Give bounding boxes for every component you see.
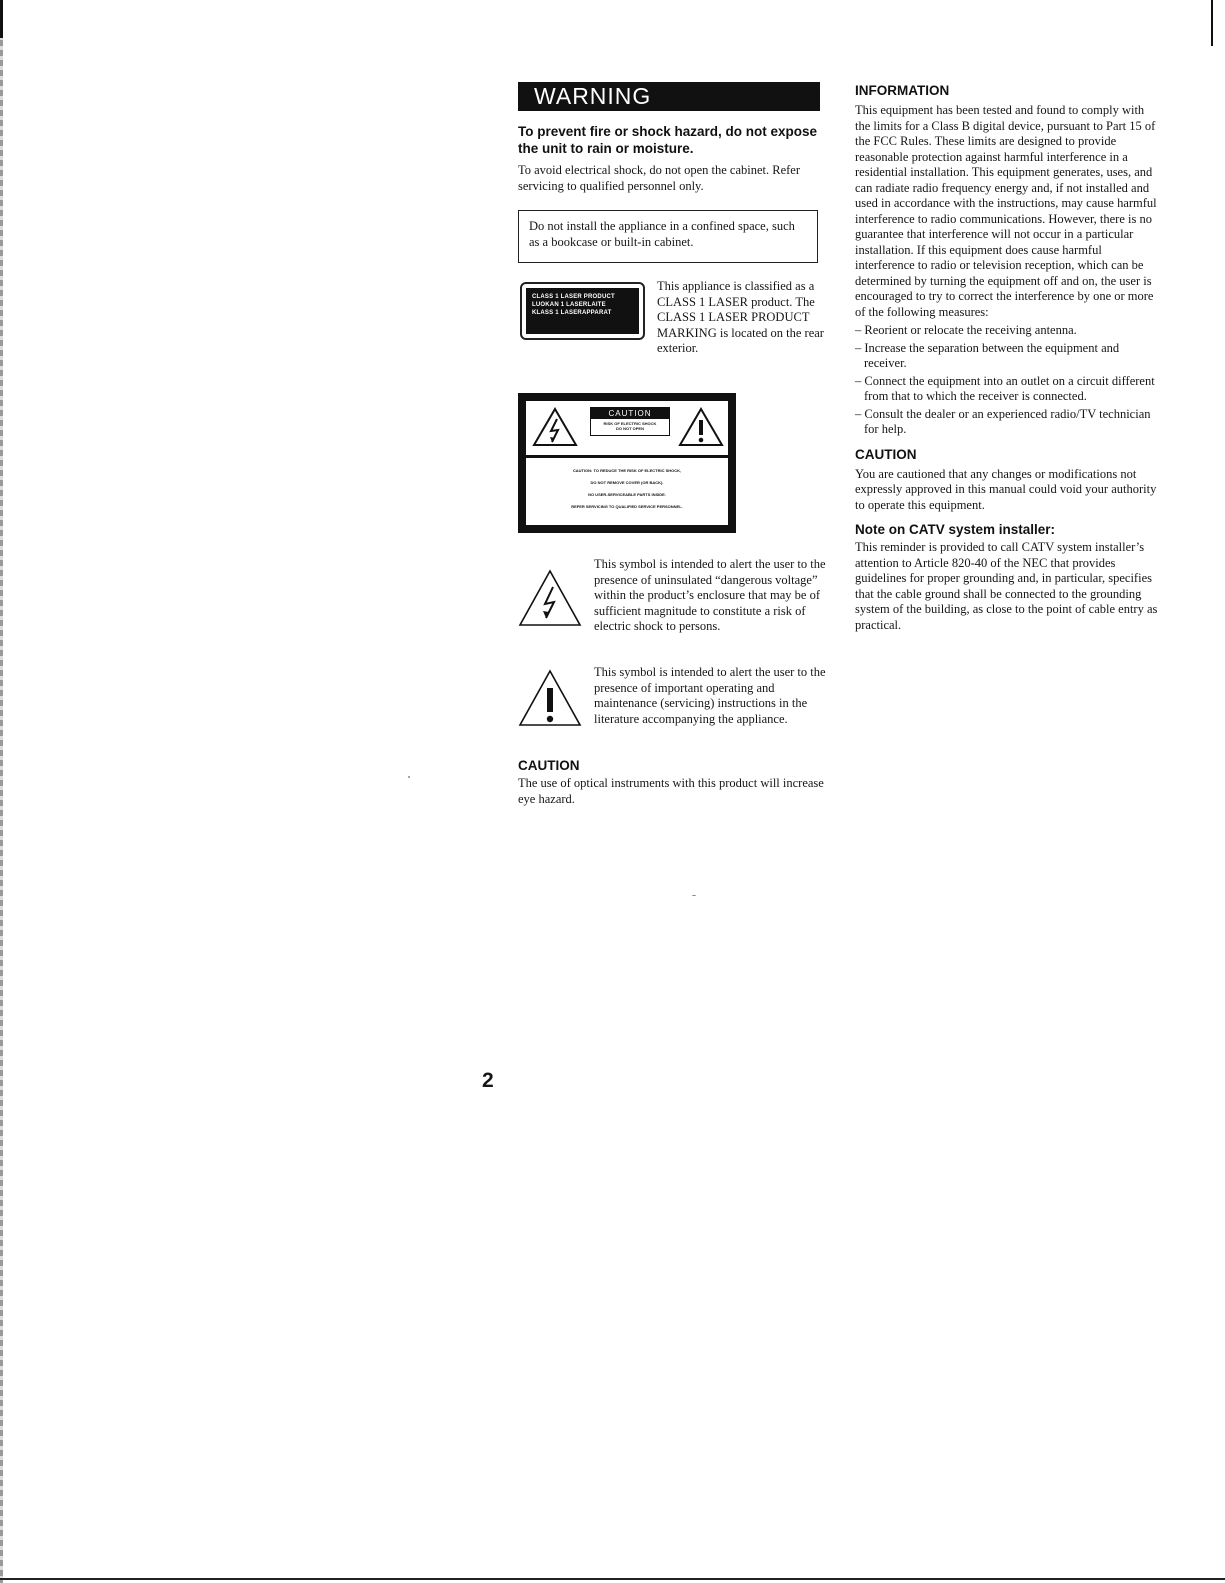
installation-notice-box: Do not install the appliance in a confined space, such as a bookcase or built-in cabinet. — [518, 210, 818, 263]
information-heading: INFORMATION — [855, 83, 950, 98]
caution-tag — [590, 407, 670, 436]
laser-class-label — [520, 282, 645, 340]
scan-speck — [408, 776, 410, 778]
scan-edge — [0, 0, 3, 1583]
catv-heading: Note on CATV system installer: — [855, 522, 1056, 537]
information-text: This equipment has been tested and found to comply with the limits for a Class B digital device, pursuant to Part 15 of the FCC Rules. These limits are designed to provide reasonable protection against harmful interference in a residential installation. This equipment generates, uses, and can radiate radio frequency energy and, if not installed and used in accordance with the instructions, may cause harmful interference to radio communications. However, there is no guarantee that interference will not occur in a particular installation. If this equipment does cause harmful interference to radio or television reception, which can be determined by turning the equipment off and on, the user is encouraged to try to correct the interference by one or more of the following measures: — [855, 103, 1157, 319]
caution-text-right: You are cautioned that any changes or modifications not expressly approved in this manual could void your authority to operate this equipment. — [855, 466, 1157, 512]
caution-heading-left: CAUTION — [518, 758, 580, 773]
caution-label-line: CAUTION: TO REDUCE THE RISK OF ELECTRIC SHOCK, — [572, 468, 682, 473]
catv-text: This reminder is provided to call CATV system installer’s attention to Article 820-40 of the NEC that provides guidelines for proper grounding and, in particular, specifies that the cable ground shall be connected to the grounding system of the building, as close to the point of cable entry as practical. — [855, 540, 1158, 632]
exclamation-triangle-icon — [678, 407, 724, 447]
scan-mark — [0, 0, 3, 38]
lightning-triangle-icon — [518, 569, 582, 627]
right-column — [855, 82, 1160, 633]
warning-lead-heading: To prevent fire or shock hazard, do not expose the unit to rain or moisture. — [518, 124, 818, 156]
laser-label-line: KLASS 1 LASERAPPARAT — [532, 310, 612, 316]
measures-list — [855, 323, 1160, 438]
laser-label-line: LUOKAN 1 LASERLAITE — [532, 302, 606, 308]
lightning-triangle-icon — [532, 407, 578, 447]
caution-heading-right: CAUTION — [855, 446, 917, 462]
exclamation-triangle-icon — [518, 669, 582, 727]
laser-label-line: CLASS 1 LASER PRODUCT — [532, 294, 615, 300]
caution-tag-text: RISK OF ELECTRIC SHOCK — [603, 421, 657, 426]
scan-mark — [1211, 0, 1213, 46]
list-item: – Consult the dealer or an experienced radio/TV technician for help. — [855, 406, 1151, 436]
caution-label-line: DO NOT REMOVE COVER (OR BACK). — [590, 480, 664, 485]
scan-edge — [0, 1578, 1225, 1580]
caution-label-line: REFER SERVICING TO QUALIFIED SERVICE PERSONNEL. — [571, 504, 683, 509]
caution-text-left: The use of optical instruments with this product will increase eye hazard. — [518, 776, 824, 806]
exclamation-symbol-section — [518, 665, 824, 767]
voltage-symbol-section — [518, 557, 824, 659]
list-item: – Increase the separation between the equipment and receiver. — [855, 340, 1120, 370]
caution-label-line: NO USER-SERVICEABLE PARTS INSIDE. — [588, 492, 666, 497]
laser-class-section — [518, 279, 824, 377]
list-item: – Connect the equipment into an outlet on a circuit different from that to which the receiver is connected. — [855, 373, 1155, 403]
exclamation-symbol-text: This symbol is intended to alert the user to the presence of important operating and maintenance (servicing) instructions in the literature accompanying the appliance. — [594, 665, 826, 726]
list-item: – Reorient or relocate the receiving antenna. — [855, 323, 1077, 337]
laser-class-text: This appliance is classified as a CLASS 1 LASER product. The CLASS 1 LASER PRODUCT MARKING is located on the rear exterior. — [657, 279, 824, 355]
caution-tag-text: DO NOT OPEN — [615, 426, 644, 431]
caution-label-lines — [526, 465, 728, 513]
left-column — [518, 82, 824, 807]
caution-label-graphic — [518, 393, 736, 533]
voltage-symbol-text: This symbol is intended to alert the user to the presence of uninsulated “dangerous voltage” within the product’s enclosure that may be of sufficient magnitude to constitute a risk of electric shock to persons. — [594, 557, 826, 633]
warning-banner: WARNING — [518, 82, 820, 111]
shock-instructions: To avoid electrical shock, do not open the cabinet. Refer servicing to qualified personnel only. — [518, 163, 801, 193]
caution-tag-heading: CAUTION — [591, 408, 669, 419]
scan-speck — [692, 895, 696, 896]
page-number: 2 — [482, 1069, 494, 1092]
